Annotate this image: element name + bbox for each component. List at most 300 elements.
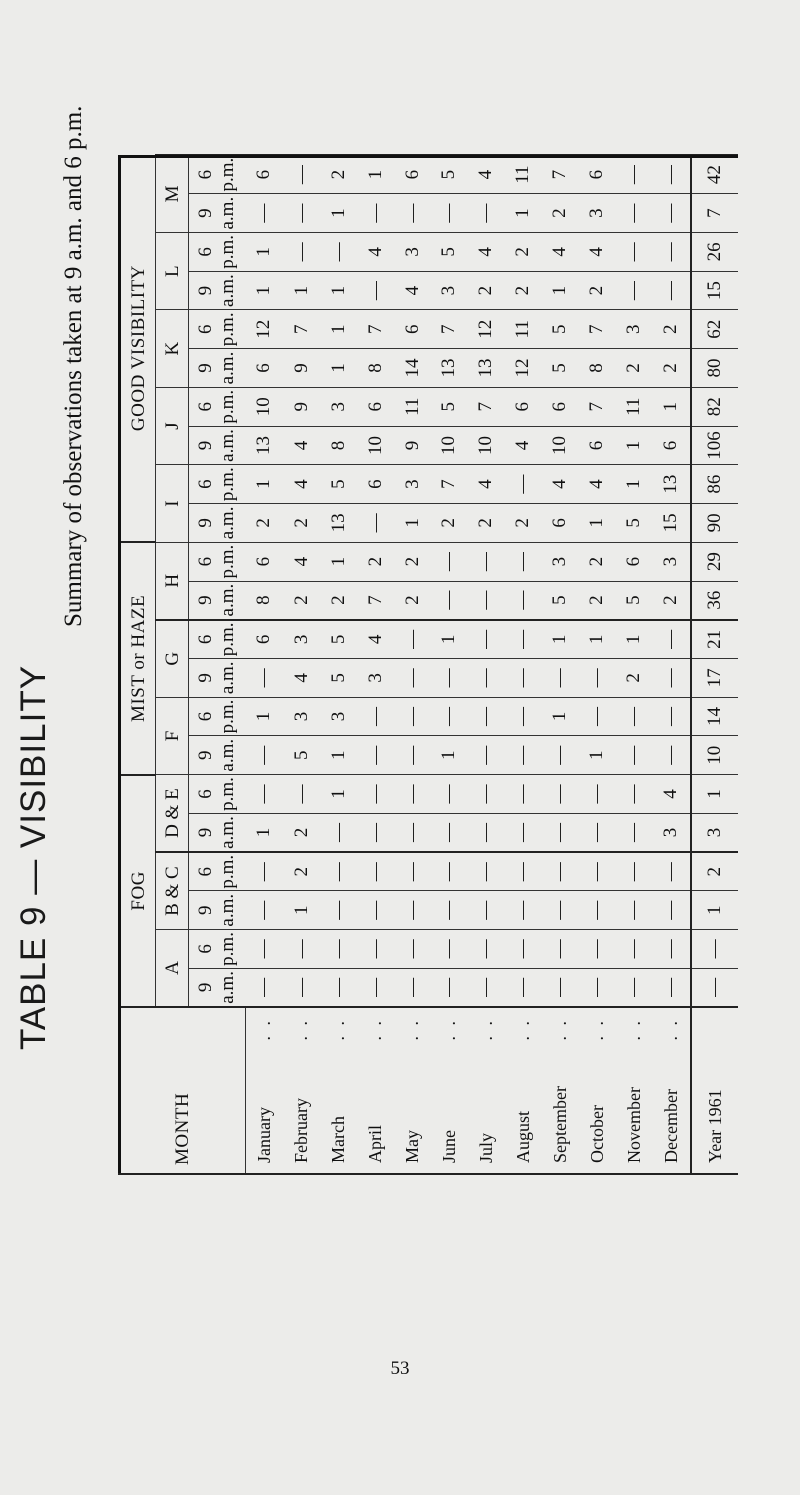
hour-label: 6 (195, 401, 217, 412)
month-name: September (549, 1086, 570, 1163)
time-label: p.m. (217, 932, 238, 966)
data-cell: — (245, 968, 283, 1007)
data-cell: — (394, 930, 431, 969)
month-name: October (586, 1105, 607, 1163)
table-row (652, 155, 690, 1175)
data-cell: 5 (283, 736, 320, 775)
leader-dots: . . (660, 1018, 681, 1041)
data-cell: 1 (431, 620, 468, 659)
data-cell: 2 (320, 581, 357, 620)
data-cell: — (652, 233, 690, 272)
data-cell: — (283, 233, 320, 272)
time-label: a.m. (217, 971, 238, 1004)
data-cell: 1 (320, 310, 357, 349)
time-label: a.m. (217, 583, 238, 617)
subgroup-header: A (156, 930, 189, 1007)
data-cell: 4 (578, 465, 615, 504)
total-cell: 2 (691, 852, 738, 891)
data-cell: — (357, 813, 394, 852)
data-cell: — (320, 852, 357, 891)
data-cell: — (578, 697, 615, 736)
data-cell: 6 (578, 155, 615, 194)
data-cell: 4 (467, 233, 504, 272)
data-cell: — (245, 891, 283, 930)
leader-dots: . . (475, 1018, 496, 1041)
data-cell: — (394, 194, 431, 233)
table-row (283, 155, 320, 1175)
data-cell: 2 (652, 581, 690, 620)
time-header (189, 426, 246, 465)
data-cell: — (578, 852, 615, 891)
month-label (320, 1007, 357, 1175)
time-label: a.m. (217, 429, 238, 462)
data-cell: — (504, 736, 541, 775)
data-cell: 3 (320, 697, 357, 736)
time-label: a.m. (217, 738, 238, 772)
data-cell: — (467, 813, 504, 852)
data-cell: — (431, 194, 468, 233)
data-cell: — (357, 504, 394, 543)
data-cell: 4 (394, 271, 431, 310)
data-cell: 7 (283, 310, 320, 349)
month-label (578, 1007, 615, 1175)
total-cell: 15 (691, 271, 738, 310)
data-cell: 3 (283, 697, 320, 736)
data-cell: — (504, 697, 541, 736)
data-cell: 4 (467, 155, 504, 194)
data-cell: 2 (504, 271, 541, 310)
data-cell: 7 (467, 387, 504, 426)
totals-label: Year 1961 (691, 1007, 738, 1175)
subgroup-header: I (156, 465, 189, 542)
leader-dots: . . (512, 1018, 533, 1041)
leader-dots: . . (549, 1018, 570, 1041)
data-cell: — (541, 930, 578, 969)
table-row (541, 155, 578, 1175)
data-cell: — (652, 155, 690, 194)
data-cell: 1 (652, 387, 690, 426)
data-cell: — (652, 852, 690, 891)
total-cell: 21 (691, 620, 738, 659)
time-label: p.m. (217, 467, 238, 502)
data-cell: 6 (541, 387, 578, 426)
data-cell: 2 (283, 504, 320, 543)
data-cell: — (357, 852, 394, 891)
month-name: August (512, 1110, 533, 1163)
hour-label: 6 (195, 556, 217, 567)
table-row (320, 155, 357, 1175)
data-cell: — (283, 968, 320, 1007)
data-cell: 3 (394, 233, 431, 272)
total-cell: 36 (691, 581, 738, 620)
month-label (615, 1007, 652, 1175)
data-cell: — (245, 194, 283, 233)
data-cell: — (357, 697, 394, 736)
data-cell: — (615, 697, 652, 736)
subgroup-header: L (156, 233, 189, 310)
data-cell: 2 (283, 813, 320, 852)
month-name: April (365, 1125, 386, 1163)
month-label (357, 1007, 394, 1175)
data-cell: 8 (578, 349, 615, 388)
data-cell: 11 (394, 387, 431, 426)
data-cell: — (652, 697, 690, 736)
data-cell: 5 (320, 465, 357, 504)
data-cell: — (283, 155, 320, 194)
data-cell: 4 (357, 233, 394, 272)
data-cell: — (431, 968, 468, 1007)
data-cell: — (652, 658, 690, 697)
data-cell: 2 (652, 349, 690, 388)
data-cell: — (652, 194, 690, 233)
data-cell: — (394, 697, 431, 736)
data-cell: 6 (504, 387, 541, 426)
month-name: July (475, 1132, 496, 1163)
data-cell: — (504, 465, 541, 504)
data-cell: — (394, 968, 431, 1007)
visibility-table-container (118, 155, 738, 1175)
data-cell: — (541, 891, 578, 930)
data-cell: — (615, 891, 652, 930)
data-cell: 10 (245, 387, 283, 426)
data-cell: 12 (245, 310, 283, 349)
total-cell: 1 (691, 891, 738, 930)
time-header (189, 620, 246, 659)
data-cell: 15 (652, 504, 690, 543)
data-cell: 6 (652, 426, 690, 465)
data-cell: 2 (578, 271, 615, 310)
time-header (189, 736, 246, 775)
data-cell: 9 (283, 349, 320, 388)
data-cell: 1 (320, 775, 357, 814)
data-cell: — (283, 194, 320, 233)
time-header (189, 504, 246, 543)
hour-label: 6 (195, 169, 217, 180)
data-cell: — (431, 581, 468, 620)
total-cell: 82 (691, 387, 738, 426)
totals-row (691, 155, 738, 1175)
data-cell: 5 (431, 233, 468, 272)
hour-label: 6 (195, 247, 217, 257)
subgroup-header: G (156, 620, 189, 697)
time-label: a.m. (217, 893, 238, 927)
hour-label: 6 (195, 324, 217, 335)
data-cell: — (578, 930, 615, 969)
time-label: p.m. (217, 234, 238, 269)
data-cell: — (578, 813, 615, 852)
data-cell: — (431, 891, 468, 930)
table-row (615, 155, 652, 1175)
month-label (652, 1007, 690, 1175)
data-cell: 2 (431, 504, 468, 543)
data-cell: — (504, 658, 541, 697)
time-header (189, 852, 246, 891)
group-header: GOOD VISIBILITY (120, 155, 156, 542)
data-cell: — (394, 852, 431, 891)
data-cell: — (504, 813, 541, 852)
month-label (541, 1007, 578, 1175)
data-cell: — (578, 968, 615, 1007)
group-header-row (120, 155, 156, 1175)
data-cell: 1 (504, 194, 541, 233)
page-title: TABLE 9 — VISIBILITY (14, 664, 53, 1050)
time-header (189, 891, 246, 930)
data-cell: — (431, 775, 468, 814)
table-row (504, 155, 541, 1175)
data-cell: 2 (394, 581, 431, 620)
data-cell: 6 (394, 310, 431, 349)
data-cell: 10 (467, 426, 504, 465)
data-cell: 5 (615, 504, 652, 543)
data-cell: 1 (357, 155, 394, 194)
hour-label: 9 (195, 518, 217, 528)
data-cell: — (541, 968, 578, 1007)
total-cell: 29 (691, 542, 738, 581)
data-cell: — (245, 736, 283, 775)
data-cell: 11 (504, 310, 541, 349)
data-cell: 1 (541, 620, 578, 659)
data-cell: — (467, 620, 504, 659)
data-cell: — (245, 852, 283, 891)
data-cell: — (541, 813, 578, 852)
data-cell: — (615, 271, 652, 310)
data-cell: — (394, 736, 431, 775)
month-header: MONTH (120, 1007, 246, 1175)
hour-label: 9 (195, 827, 217, 838)
time-label: p.m. (217, 544, 238, 579)
data-cell: — (320, 813, 357, 852)
total-cell: 86 (691, 465, 738, 504)
hour-label: 6 (195, 944, 217, 954)
data-cell: 8 (357, 349, 394, 388)
time-label: a.m. (217, 506, 238, 540)
data-cell: — (652, 736, 690, 775)
data-cell: — (504, 968, 541, 1007)
data-cell: — (578, 775, 615, 814)
data-cell: — (615, 775, 652, 814)
data-cell: 13 (245, 426, 283, 465)
data-cell: 4 (283, 542, 320, 581)
data-cell: — (467, 968, 504, 1007)
data-cell: 13 (652, 465, 690, 504)
data-cell: — (357, 930, 394, 969)
data-cell: 2 (320, 155, 357, 194)
data-cell: 4 (283, 426, 320, 465)
time-label: p.m. (217, 854, 238, 889)
data-cell: 4 (283, 465, 320, 504)
time-label: a.m. (217, 661, 238, 695)
data-cell: 7 (431, 465, 468, 504)
visibility-table (118, 154, 738, 1175)
data-cell: — (467, 852, 504, 891)
subgroup-header: D & E (156, 775, 189, 853)
data-cell: 7 (357, 581, 394, 620)
hour-label: 9 (195, 982, 217, 993)
time-label: a.m. (217, 816, 238, 849)
data-cell: 2 (467, 271, 504, 310)
time-label: p.m. (217, 389, 238, 424)
month-label (245, 1007, 283, 1175)
time-header (189, 465, 246, 504)
total-cell: 3 (691, 813, 738, 852)
data-cell: 1 (245, 465, 283, 504)
data-cell: — (357, 775, 394, 814)
leader-dots: . . (328, 1018, 349, 1041)
data-cell: 12 (467, 310, 504, 349)
data-cell: 3 (615, 310, 652, 349)
data-cell: 1 (615, 465, 652, 504)
data-cell: — (578, 658, 615, 697)
data-cell: 4 (541, 465, 578, 504)
data-cell: 3 (578, 194, 615, 233)
data-cell: 2 (245, 504, 283, 543)
hour-label: 6 (195, 634, 217, 645)
data-cell: 6 (245, 349, 283, 388)
data-cell: — (615, 155, 652, 194)
month-name: June (438, 1130, 459, 1163)
time-header (189, 387, 246, 426)
data-cell: 10 (541, 426, 578, 465)
leader-dots: . . (365, 1018, 386, 1041)
data-cell: — (245, 930, 283, 969)
data-cell: — (431, 542, 468, 581)
data-cell: 2 (283, 581, 320, 620)
subgroup-header: F (156, 697, 189, 774)
data-cell: 1 (245, 697, 283, 736)
data-cell: 7 (431, 310, 468, 349)
data-cell: 12 (504, 349, 541, 388)
total-cell: 14 (691, 697, 738, 736)
leader-dots: . . (402, 1018, 422, 1041)
data-cell: — (504, 891, 541, 930)
data-cell: — (541, 852, 578, 891)
data-cell: 1 (431, 736, 468, 775)
data-cell: 7 (578, 310, 615, 349)
data-cell: 1 (615, 426, 652, 465)
time-label: p.m. (217, 622, 238, 657)
data-cell: 9 (394, 426, 431, 465)
time-header (189, 658, 246, 697)
data-cell: 5 (320, 620, 357, 659)
hour-label: 9 (195, 673, 217, 683)
data-cell: — (504, 542, 541, 581)
data-cell: 2 (615, 658, 652, 697)
data-cell: — (615, 930, 652, 969)
data-cell: — (467, 775, 504, 814)
time-label: a.m. (217, 196, 238, 230)
data-cell: — (283, 775, 320, 814)
leader-dots: . . (586, 1018, 607, 1041)
leader-dots: . . (623, 1018, 644, 1041)
month-label (283, 1007, 320, 1175)
data-cell: 13 (320, 504, 357, 543)
data-cell: — (357, 194, 394, 233)
data-cell: 4 (357, 620, 394, 659)
time-header (189, 697, 246, 736)
total-cell: 80 (691, 349, 738, 388)
data-cell: — (283, 930, 320, 969)
hour-label: 9 (195, 285, 217, 296)
data-cell: 3 (357, 658, 394, 697)
data-cell: — (394, 813, 431, 852)
data-cell: — (615, 968, 652, 1007)
table-body (245, 155, 738, 1175)
data-cell: 6 (578, 426, 615, 465)
data-cell: 5 (431, 387, 468, 426)
time-header (189, 194, 246, 233)
data-cell: 3 (541, 542, 578, 581)
subgroup-header: H (156, 542, 189, 619)
subgroup-header: M (156, 155, 189, 233)
data-cell: 6 (357, 387, 394, 426)
data-cell: 1 (615, 620, 652, 659)
data-cell: — (320, 233, 357, 272)
data-cell: 5 (320, 658, 357, 697)
data-cell: — (615, 233, 652, 272)
time-header (189, 968, 246, 1007)
data-cell: 4 (467, 465, 504, 504)
month-name: February (291, 1098, 312, 1163)
hour-label: 9 (195, 595, 217, 605)
time-header (189, 581, 246, 620)
total-cell: 62 (691, 310, 738, 349)
data-cell: — (357, 271, 394, 310)
data-cell: — (652, 891, 690, 930)
data-cell: — (652, 620, 690, 659)
data-cell: 5 (541, 349, 578, 388)
table-row (245, 155, 283, 1175)
table-row (357, 155, 394, 1175)
hour-label: 6 (195, 479, 217, 489)
data-cell: — (652, 930, 690, 969)
data-cell: 3 (431, 271, 468, 310)
data-cell: 1 (320, 736, 357, 775)
table-row (394, 155, 431, 1175)
data-cell: — (431, 658, 468, 697)
data-cell: 1 (578, 620, 615, 659)
total-cell: 42 (691, 155, 738, 194)
total-cell: — (691, 930, 738, 969)
data-cell: 5 (541, 310, 578, 349)
data-cell: — (394, 775, 431, 814)
data-cell: 6 (245, 155, 283, 194)
data-cell: 1 (320, 194, 357, 233)
month-name: January (254, 1107, 275, 1163)
data-cell: 10 (357, 426, 394, 465)
data-cell: — (431, 697, 468, 736)
time-header (189, 349, 246, 388)
data-cell: — (467, 736, 504, 775)
data-cell: — (357, 968, 394, 1007)
data-cell: 1 (245, 813, 283, 852)
page-subtitle: Summary of observations taken at 9 a.m. and 6 p.m. (60, 105, 87, 627)
data-cell: — (357, 736, 394, 775)
data-cell: 2 (578, 581, 615, 620)
total-cell: 106 (691, 426, 738, 465)
data-cell: 1 (578, 736, 615, 775)
time-label: p.m. (217, 699, 238, 734)
data-cell: 2 (283, 852, 320, 891)
data-cell: — (467, 194, 504, 233)
data-cell: 3 (652, 813, 690, 852)
time-header (189, 775, 246, 814)
data-cell: — (467, 542, 504, 581)
data-cell: 6 (245, 620, 283, 659)
month-name: May (402, 1130, 422, 1163)
data-cell: 1 (320, 542, 357, 581)
data-cell: 1 (245, 271, 283, 310)
data-cell: 1 (283, 271, 320, 310)
